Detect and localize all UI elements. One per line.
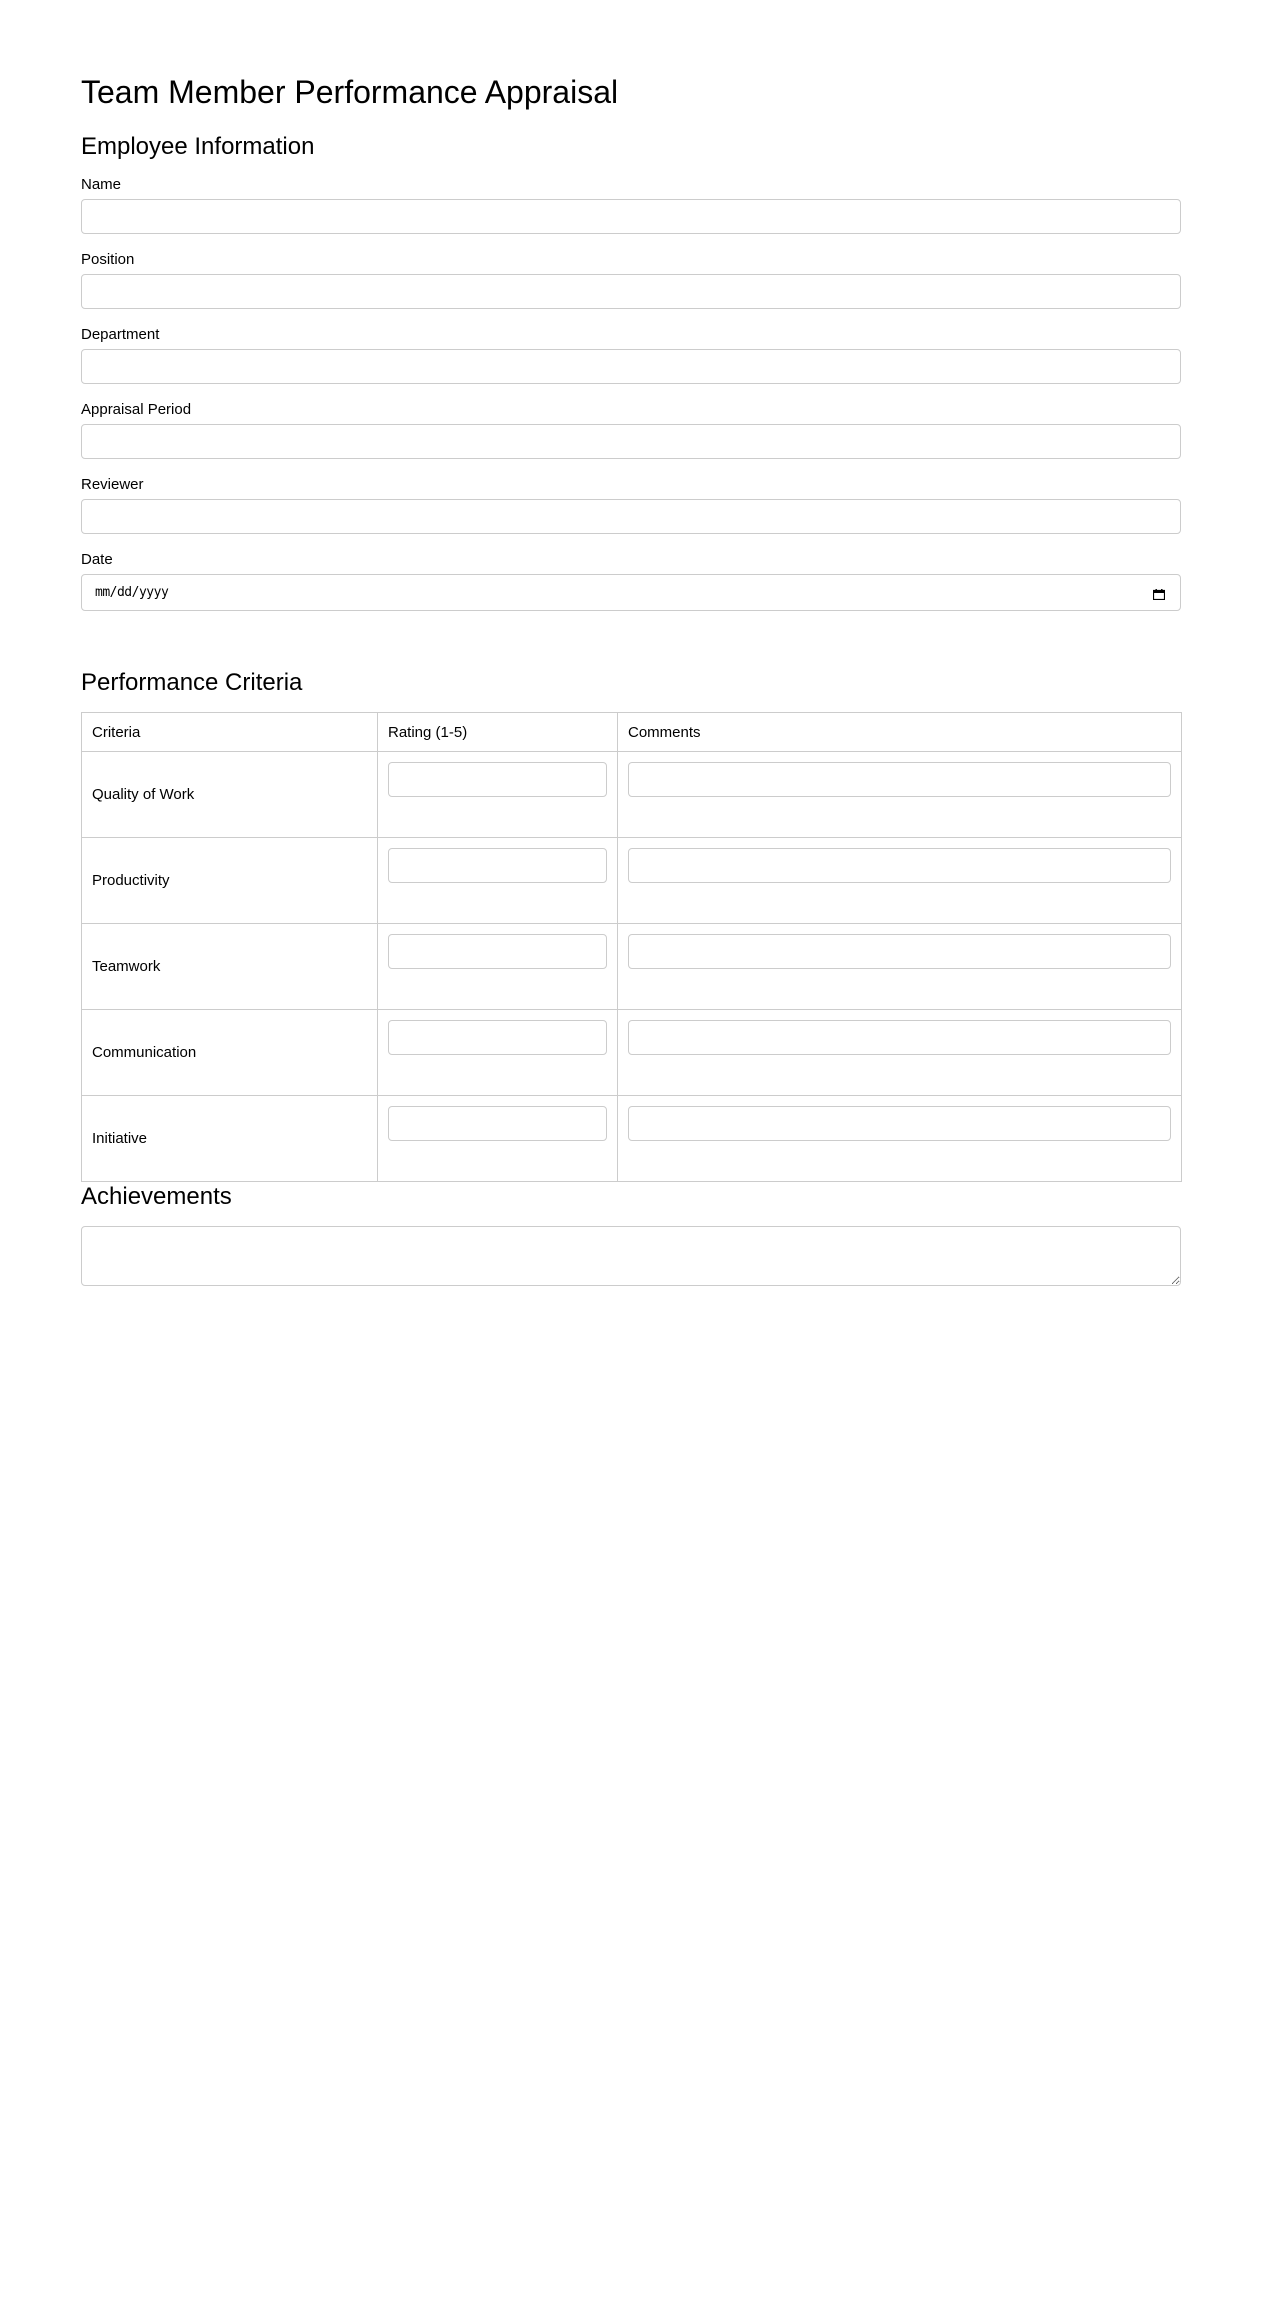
achievements-heading: Achievements — [81, 1183, 232, 1210]
employee-info-heading: Employee Information — [81, 133, 315, 160]
appraisal-form — [81, 0, 1181, 1286]
date-label: Date — [81, 551, 113, 568]
rating-input-teamwork[interactable] — [388, 934, 607, 969]
rating-input-initiative[interactable] — [388, 1106, 607, 1141]
performance-criteria-table — [81, 712, 1182, 1182]
page-title: Team Member Performance Appraisal — [81, 74, 619, 110]
reviewer-field-group — [81, 476, 1181, 534]
date-placeholder: mm/dd/yyyy — [95, 585, 169, 600]
name-label: Name — [81, 176, 122, 193]
column-header-rating: Rating (1-5) — [378, 713, 618, 752]
appraisal-period-input[interactable] — [81, 424, 1181, 459]
rating-input-quality-of-work[interactable] — [388, 762, 607, 797]
criteria-cell: Teamwork — [82, 924, 378, 1010]
comments-input-teamwork[interactable] — [628, 934, 1171, 969]
criteria-cell: Communication — [82, 1010, 378, 1096]
performance-criteria-heading: Performance Criteria — [81, 669, 303, 696]
criteria-cell: Productivity — [82, 838, 378, 924]
reviewer-label: Reviewer — [81, 476, 144, 493]
reviewer-input[interactable] — [81, 499, 1181, 534]
table-row — [82, 924, 1182, 1010]
name-input[interactable] — [81, 199, 1181, 234]
name-field-group — [81, 176, 1181, 234]
department-field-group — [81, 326, 1181, 384]
table-row — [82, 1010, 1182, 1096]
position-field-group — [81, 251, 1181, 309]
table-row — [82, 752, 1182, 838]
table-header-row — [82, 713, 1182, 752]
table-row — [82, 1096, 1182, 1182]
table-row — [82, 838, 1182, 924]
comments-input-productivity[interactable] — [628, 848, 1171, 883]
department-label: Department — [81, 326, 160, 343]
comments-input-quality-of-work[interactable] — [628, 762, 1171, 797]
column-header-criteria: Criteria — [82, 713, 378, 752]
criteria-cell: Initiative — [82, 1096, 378, 1182]
appraisal-period-field-group — [81, 401, 1181, 459]
appraisal-period-label: Appraisal Period — [81, 401, 192, 418]
comments-input-communication[interactable] — [628, 1020, 1171, 1055]
position-input[interactable] — [81, 274, 1181, 309]
department-input[interactable] — [81, 349, 1181, 384]
rating-input-communication[interactable] — [388, 1020, 607, 1055]
date-field-group — [81, 551, 1181, 611]
position-label: Position — [81, 251, 135, 268]
rating-input-productivity[interactable] — [388, 848, 607, 883]
calendar-icon[interactable] — [1153, 587, 1165, 598]
date-input[interactable] — [81, 574, 1181, 611]
achievements-textarea[interactable] — [81, 1226, 1181, 1286]
column-header-comments: Comments — [618, 713, 1182, 752]
criteria-cell: Quality of Work — [82, 752, 378, 838]
comments-input-initiative[interactable] — [628, 1106, 1171, 1141]
